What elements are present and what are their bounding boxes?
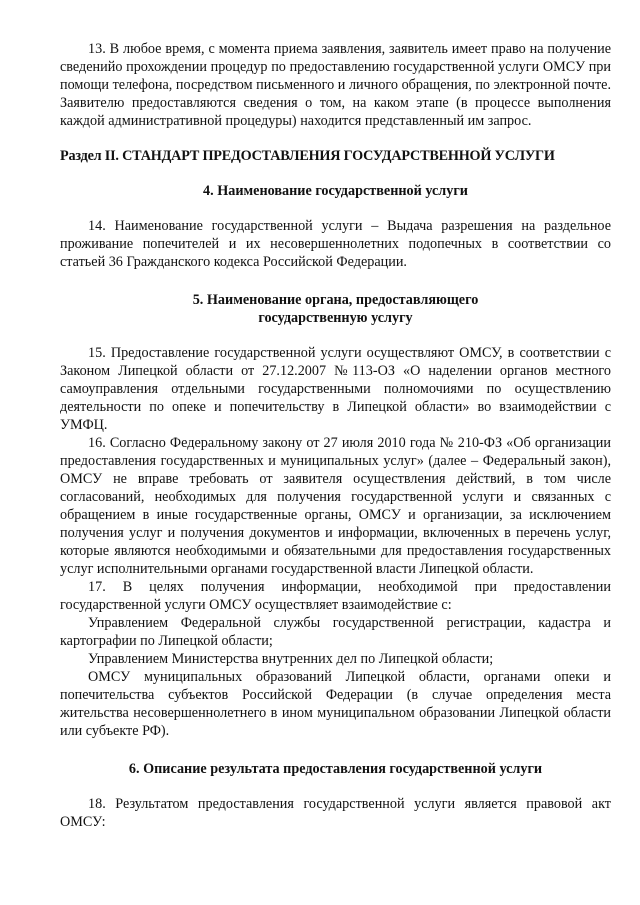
- paragraph-17-item-1: Управлением Федеральной службы государственной регистрации, кадастра и картографии по Липецкой области;: [60, 615, 611, 649]
- heading-6: 6. Описание результата предоставления государственной услуги: [128, 761, 543, 777]
- paragraph-17: 17. В целях получения информации, необходимой при предоставлении государственной услуги ОМСУ осуществляет взаимодействие с:: [60, 579, 611, 613]
- paragraph-13: 13. В любое время, с момента приема заявления, заявитель имеет право на получение сведенийо прохождении процедур по предоставлению государственной услуги ОМСУ при помощи телефона, посредством письменного и личного обращения, по электронной почте. Заявителю предоставляются сведения о том, на каком этапе (в процессе выполнения каждой административной процедуры) находится представленный им запрос.: [60, 41, 611, 129]
- paragraph-18: 18. Результатом предоставления государственной услуги является правовой акт ОМСУ:: [60, 796, 611, 830]
- heading-4: 4. Наименование государственной услуги: [203, 183, 468, 199]
- heading-5-line-1: 5. Наименование органа, предоставляющего: [192, 292, 479, 308]
- section-2-title: Раздел II. СТАНДАРТ ПРЕДОСТАВЛЕНИЯ ГОСУДАРСТВЕННОЙ УСЛУГИ: [60, 148, 555, 164]
- paragraph-15: 15. Предоставление государственной услуги осуществляют ОМСУ, в соответствии с Законом Липецкой области от 27.12.2007 №113-ОЗ «О наделении органов местного самоуправления отдельными государственными полномочиями по осуществлению деятельности по опеке и попечительству в Липецкой области» во взаимодействии с УМФЦ.: [60, 345, 611, 433]
- heading-5: [60, 291, 611, 327]
- paragraph-14: 14. Наименование государственной услуги – Выдача разрешения на раздельное проживание попечителей и их несовершеннолетних подопечных в соответствии со статьей 36 Гражданского кодекса Российской Федерации.: [60, 218, 611, 270]
- heading-5-line-2: государственную услугу: [258, 310, 413, 326]
- document-page: [60, 40, 611, 831]
- paragraph-16: 16. Согласно Федеральному закону от 27 июля 2010 года № 210-ФЗ «Об организации предоставления государственных и муниципальных услуг» (далее – Федеральный закон), ОМСУ не вправе требовать от заявителя осуществления действий, в том числе согласований, необходимых для получения государственной услуги и связанных с обращением в иные государственные органы, ОМСУ и организации, за исключением получения услуг и получения документов и информации, включенных в перечень услуг, которые являются необходимыми и обязательными для предоставления государственных услуг исполнительными органами государственной власти Липецкой области.: [60, 435, 611, 577]
- paragraph-17-item-3: ОМСУ муниципальных образований Липецкой области, органами опеки и попечительства субъектов Российской Федерации (в случае определения места жительства несовершеннолетнего в ином муниципальном образовании Липецкой области или субъекте РФ).: [60, 669, 611, 739]
- paragraph-17-item-2: Управлением Министерства внутренних дел по Липецкой области;: [88, 651, 494, 667]
